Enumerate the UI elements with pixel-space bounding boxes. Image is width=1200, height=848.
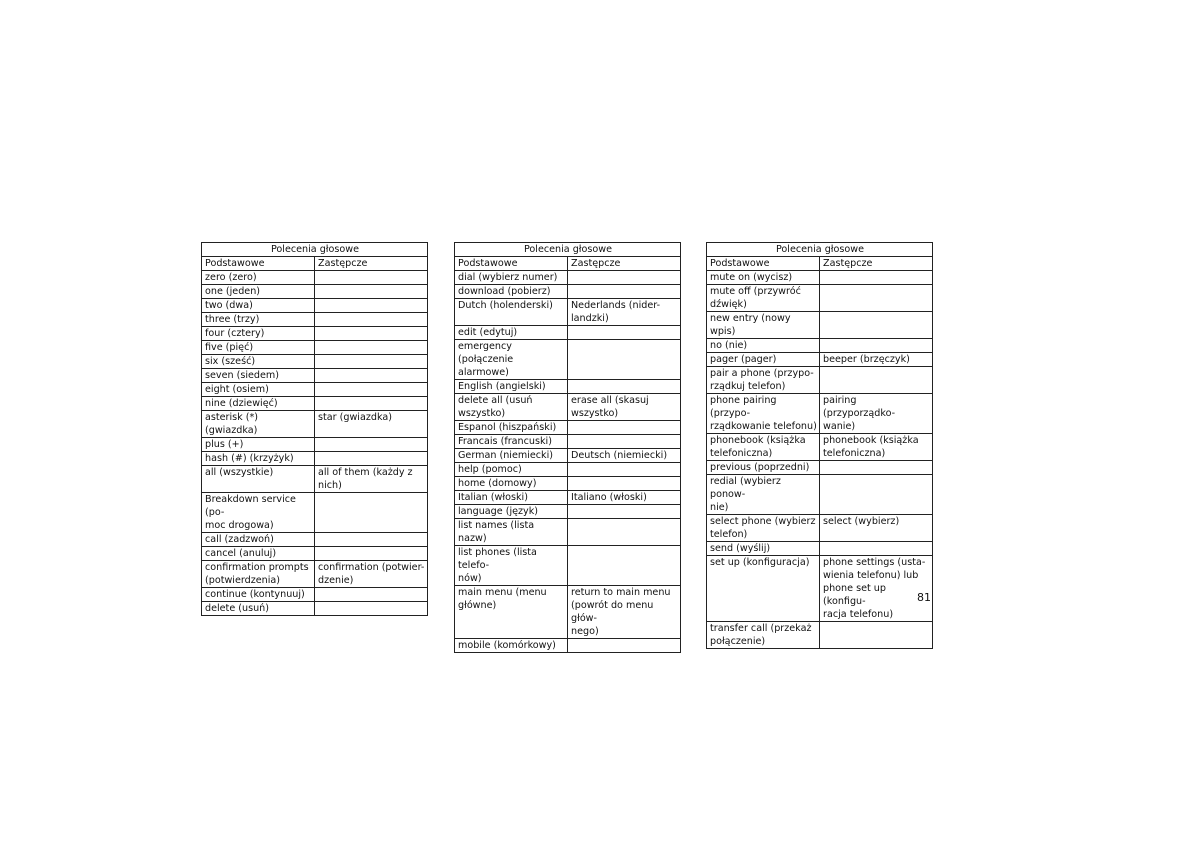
cell-alternative-command	[315, 313, 428, 327]
cell-alternative-command	[315, 327, 428, 341]
cell-alternative-command	[568, 421, 681, 435]
cell-basic-command: new entry (nowy wpis)	[707, 312, 820, 339]
table-row	[202, 299, 428, 313]
cell-basic-command: send (wyślij)	[707, 542, 820, 556]
cell-basic-command: one (jeden)	[202, 285, 315, 299]
table-row	[202, 493, 428, 533]
table-body	[202, 271, 428, 616]
cell-alternative-command: confirmation (potwier- dzenie)	[315, 561, 428, 588]
page-number: 81	[917, 591, 931, 604]
cell-basic-command: three (trzy)	[202, 313, 315, 327]
cell-basic-command: Breakdown service (po- moc drogowa)	[202, 493, 315, 533]
cell-alternative-command	[315, 588, 428, 602]
cell-alternative-command: beeper (brzęczyk)	[820, 353, 933, 367]
cell-alternative-command: pairing (przyporządko- wanie)	[820, 394, 933, 434]
cell-alternative-command	[315, 602, 428, 616]
cell-basic-command: phone pairing (przypo- rządkowanie telefonu)	[707, 394, 820, 434]
table-row	[455, 394, 681, 421]
cell-alternative-command	[315, 452, 428, 466]
cell-alternative-command: return to main menu (powrót do menu głów- nego)	[568, 586, 681, 639]
cell-basic-command: plus (+)	[202, 438, 315, 452]
cell-alternative-command: phone settings (usta- wienia telefonu) lub phone set up (konfigu- racja telefonu)	[820, 556, 933, 622]
table-row	[202, 313, 428, 327]
table-row	[455, 546, 681, 586]
table-header-row	[707, 257, 933, 271]
cell-alternative-command	[568, 639, 681, 653]
table-row	[707, 312, 933, 339]
cell-alternative-command	[568, 380, 681, 394]
cell-alternative-command	[820, 461, 933, 475]
cell-alternative-command	[820, 475, 933, 515]
cell-alternative-command	[568, 477, 681, 491]
table-row	[202, 355, 428, 369]
cell-basic-command: German (niemiecki)	[455, 449, 568, 463]
table-row	[707, 339, 933, 353]
cell-basic-command: confirmation prompts (potwierdzenia)	[202, 561, 315, 588]
cell-alternative-command	[820, 312, 933, 339]
cell-basic-command: zero (zero)	[202, 271, 315, 285]
cell-alternative-command: star (gwiazdka)	[315, 411, 428, 438]
cell-basic-command: list names (lista nazw)	[455, 519, 568, 546]
table-row	[202, 271, 428, 285]
cell-alternative-command	[568, 435, 681, 449]
column-header-alternative: Zastępcze	[568, 257, 681, 271]
cell-basic-command: no (nie)	[707, 339, 820, 353]
cell-basic-command: nine (dziewięć)	[202, 397, 315, 411]
table-row	[707, 542, 933, 556]
cell-basic-command: set up (konfiguracja)	[707, 556, 820, 622]
cell-basic-command: hash (#) (krzyżyk)	[202, 452, 315, 466]
cell-alternative-command: Italiano (włoski)	[568, 491, 681, 505]
voice-commands-table-1	[201, 242, 428, 616]
table-row	[455, 505, 681, 519]
cell-basic-command: help (pomoc)	[455, 463, 568, 477]
cell-alternative-command	[315, 397, 428, 411]
table-row	[707, 285, 933, 312]
table-row	[707, 434, 933, 461]
table-row	[455, 299, 681, 326]
cell-alternative-command	[315, 438, 428, 452]
table-row	[707, 556, 933, 622]
cell-basic-command: seven (siedem)	[202, 369, 315, 383]
table-row	[707, 461, 933, 475]
cell-alternative-command	[568, 505, 681, 519]
cell-basic-command: English (angielski)	[455, 380, 568, 394]
cell-basic-command: pager (pager)	[707, 353, 820, 367]
table-title: Polecenia głosowe	[707, 243, 933, 257]
cell-basic-command: Dutch (holenderski)	[455, 299, 568, 326]
cell-basic-command: phonebook (książka telefoniczna)	[707, 434, 820, 461]
table-row	[202, 533, 428, 547]
voice-commands-table-2	[454, 242, 681, 653]
cell-basic-command: dial (wybierz numer)	[455, 271, 568, 285]
cell-alternative-command	[315, 383, 428, 397]
cell-basic-command: language (język)	[455, 505, 568, 519]
cell-basic-command: continue (kontynuuj)	[202, 588, 315, 602]
table-row	[202, 411, 428, 438]
cell-basic-command: Francais (francuski)	[455, 435, 568, 449]
table-row	[455, 449, 681, 463]
column-header-basic: Podstawowe	[202, 257, 315, 271]
cell-basic-command: list phones (lista telefo- nów)	[455, 546, 568, 586]
table-row	[455, 477, 681, 491]
column-header-basic: Podstawowe	[455, 257, 568, 271]
cell-alternative-command	[820, 622, 933, 649]
table-row	[455, 491, 681, 505]
table-body	[707, 271, 933, 649]
table-row	[707, 394, 933, 434]
cell-basic-command: four (cztery)	[202, 327, 315, 341]
cell-basic-command: edit (edytuj)	[455, 326, 568, 340]
table-row	[202, 466, 428, 493]
cell-basic-command: mute on (wycisz)	[707, 271, 820, 285]
table-row	[202, 383, 428, 397]
cell-alternative-command	[315, 271, 428, 285]
table-row	[707, 353, 933, 367]
cell-basic-command: asterisk (*) (gwiazdka)	[202, 411, 315, 438]
table-row	[455, 463, 681, 477]
cell-basic-command: delete (usuń)	[202, 602, 315, 616]
cell-alternative-command	[315, 341, 428, 355]
table-row	[202, 327, 428, 341]
cell-alternative-command	[568, 519, 681, 546]
cell-basic-command: transfer call (przekaż połączenie)	[707, 622, 820, 649]
table-row	[455, 326, 681, 340]
table-row	[202, 602, 428, 616]
table-row	[202, 397, 428, 411]
cell-alternative-command	[315, 299, 428, 313]
table-title-row	[455, 243, 681, 257]
table-row	[202, 369, 428, 383]
table-row	[455, 435, 681, 449]
cell-basic-command: download (pobierz)	[455, 285, 568, 299]
cell-alternative-command	[315, 285, 428, 299]
cell-alternative-command	[315, 533, 428, 547]
table-row	[455, 380, 681, 394]
table-row	[455, 421, 681, 435]
table-header-row	[455, 257, 681, 271]
table-title: Polecenia głosowe	[455, 243, 681, 257]
cell-basic-command: previous (poprzedni)	[707, 461, 820, 475]
table-body	[455, 271, 681, 653]
cell-basic-command: select phone (wybierz telefon)	[707, 515, 820, 542]
table-row	[202, 341, 428, 355]
table-row	[202, 452, 428, 466]
table-row	[707, 271, 933, 285]
cell-basic-command: cancel (anuluj)	[202, 547, 315, 561]
cell-basic-command: Espanol (hiszpański)	[455, 421, 568, 435]
cell-basic-command: redial (wybierz ponow- nie)	[707, 475, 820, 515]
cell-alternative-command	[820, 339, 933, 353]
column-header-alternative: Zastępcze	[820, 257, 933, 271]
table-row	[202, 547, 428, 561]
cell-alternative-command	[820, 542, 933, 556]
cell-basic-command: Italian (włoski)	[455, 491, 568, 505]
cell-alternative-command	[568, 326, 681, 340]
table-row	[707, 475, 933, 515]
cell-basic-command: delete all (usuń wszystko)	[455, 394, 568, 421]
table-row	[455, 285, 681, 299]
column-header-alternative: Zastępcze	[315, 257, 428, 271]
table-row	[455, 519, 681, 546]
cell-basic-command: main menu (menu główne)	[455, 586, 568, 639]
table-row	[707, 515, 933, 542]
cell-basic-command: emergency (połączenie alarmowe)	[455, 340, 568, 380]
cell-alternative-command	[315, 355, 428, 369]
table-row	[707, 622, 933, 649]
cell-alternative-command: erase all (skasuj wszystko)	[568, 394, 681, 421]
cell-alternative-command	[568, 340, 681, 380]
cell-basic-command: mobile (komórkowy)	[455, 639, 568, 653]
cell-alternative-command	[568, 285, 681, 299]
table-row	[202, 561, 428, 588]
cell-basic-command: all (wszystkie)	[202, 466, 315, 493]
cell-alternative-command	[820, 271, 933, 285]
table-row	[455, 639, 681, 653]
table-row	[202, 588, 428, 602]
table-row	[455, 340, 681, 380]
cell-basic-command: call (zadzwoń)	[202, 533, 315, 547]
cell-alternative-command	[568, 271, 681, 285]
table-row	[202, 285, 428, 299]
cell-basic-command: two (dwa)	[202, 299, 315, 313]
cell-alternative-command: phonebook (książka telefoniczna)	[820, 434, 933, 461]
table-row	[707, 367, 933, 394]
column-header-basic: Podstawowe	[707, 257, 820, 271]
cell-basic-command: six (sześć)	[202, 355, 315, 369]
cell-alternative-command	[315, 369, 428, 383]
cell-alternative-command: select (wybierz)	[820, 515, 933, 542]
table-title-row	[202, 243, 428, 257]
cell-alternative-command	[315, 547, 428, 561]
cell-alternative-command	[568, 546, 681, 586]
cell-alternative-command: all of them (każdy z nich)	[315, 466, 428, 493]
table-header-row	[202, 257, 428, 271]
cell-basic-command: pair a phone (przypo- rządkuj telefon)	[707, 367, 820, 394]
cell-basic-command: home (domowy)	[455, 477, 568, 491]
cell-alternative-command: Deutsch (niemiecki)	[568, 449, 681, 463]
table-row	[455, 586, 681, 639]
table-row	[202, 438, 428, 452]
cell-basic-command: five (pięć)	[202, 341, 315, 355]
cell-alternative-command: Nederlands (nider- landzki)	[568, 299, 681, 326]
table-title-row	[707, 243, 933, 257]
voice-commands-table-3	[706, 242, 933, 649]
cell-alternative-command	[820, 285, 933, 312]
cell-basic-command: mute off (przywróć dźwięk)	[707, 285, 820, 312]
cell-basic-command: eight (osiem)	[202, 383, 315, 397]
cell-alternative-command	[315, 493, 428, 533]
table-row	[455, 271, 681, 285]
table-title: Polecenia głosowe	[202, 243, 428, 257]
cell-alternative-command	[820, 367, 933, 394]
cell-alternative-command	[568, 463, 681, 477]
